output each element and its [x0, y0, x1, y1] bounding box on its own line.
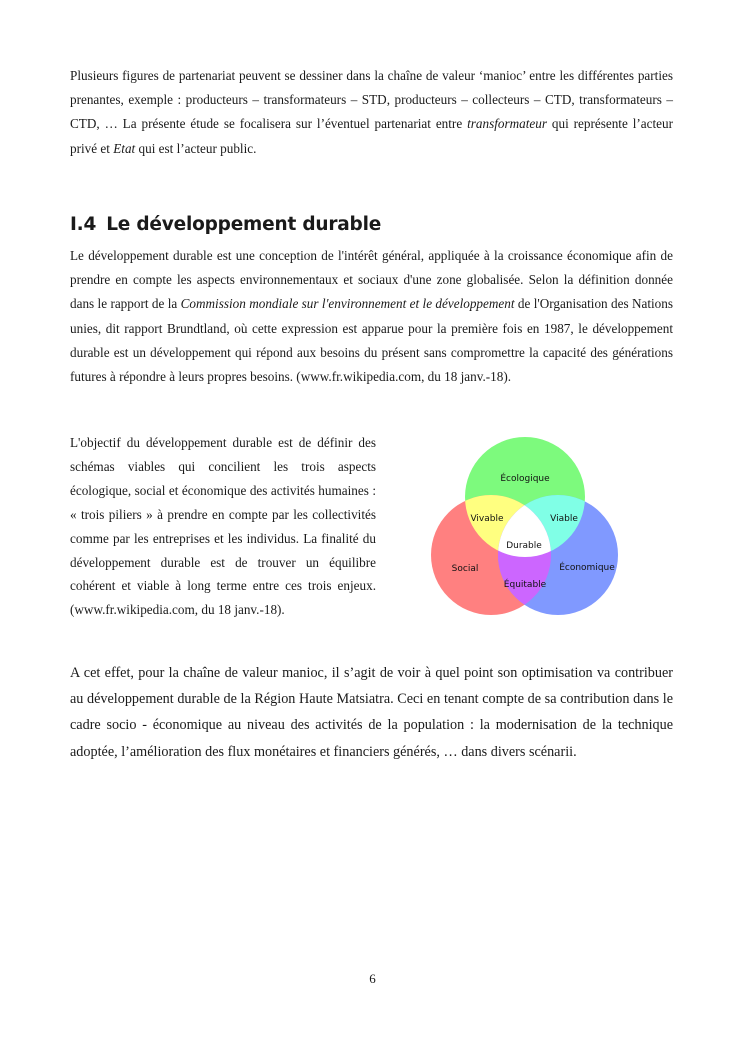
label-social: Social [451, 564, 479, 574]
section-number: I.4 [70, 214, 97, 235]
label-vivable: Vivable [470, 514, 504, 524]
label-equitable: Équitable [503, 580, 547, 590]
page-number: 6 [369, 971, 376, 986]
label-durable: Durable [506, 541, 542, 551]
section-title: Le développement durable [106, 214, 382, 235]
label-viable: Viable [550, 514, 578, 524]
objective-paragraph: L'objectif du développement durable est de définir des schémas viables qui concilient les trois aspects écologique, social et économique des activités humaines : « trois piliers » à prendre en compte par les collectivités comme par les entreprises et les individus. La finalité du développement durable est de trouver un équilibre cohérent et viable à long terme entre ces trois enjeux. (www.fr.wikipedia.com, du 18 janv.-18). [70, 435, 376, 618]
conclusion-paragraph: A cet effet, pour la chaîne de valeur manioc, il s’agit de voir à quel point son optimisation va contribuer au développement durable de la Région Haute Matsiatra. Ceci en tenant compte de sa contribution dans le cadre socio - économique au niveau des activités de la population : la modernisation de la technique adoptée, l’amélioration des flux monétaires et financiers générés, … dans divers scénarii. [70, 665, 673, 760]
definition-paragraph: Le développement durable est une conception de l'intérêt général, appliquée à la croissance économique afin de prendre en compte les aspects environnementaux et sociaux d'une zone globalisée. Selon la définition donnée dans le rapport de la Commission mondiale sur l'environnement et le développement de l'Organisation des Nations unies, dit rapport Brundtland, où cette expression est apparue pour la première fois en 1987, le développement durable est un développement qui répond aux besoins du présent sans compromettre la capacité des générations futures à répondre à leurs propres besoins. (www.fr.wikipedia.com, du 18 janv.-18). [70, 248, 673, 385]
label-economique: Économique [559, 563, 615, 573]
intro-paragraph: Plusieurs figures de partenariat peuvent se dessiner dans la chaîne de valeur ‘manioc’ entre les différentes parties prenantes, exemple : producteurs – transformateurs – STD, producteurs – collecteurs – CTD, transformateurs – CTD, … La présente étude se focalisera sur l’éventuel partenariat entre transformateur qui représente l’acteur privé et Etat qui est l’acteur public. [70, 68, 673, 156]
section-heading [70, 214, 381, 235]
label-ecologique: Écologique [500, 474, 550, 484]
venn-diagram [425, 437, 625, 627]
